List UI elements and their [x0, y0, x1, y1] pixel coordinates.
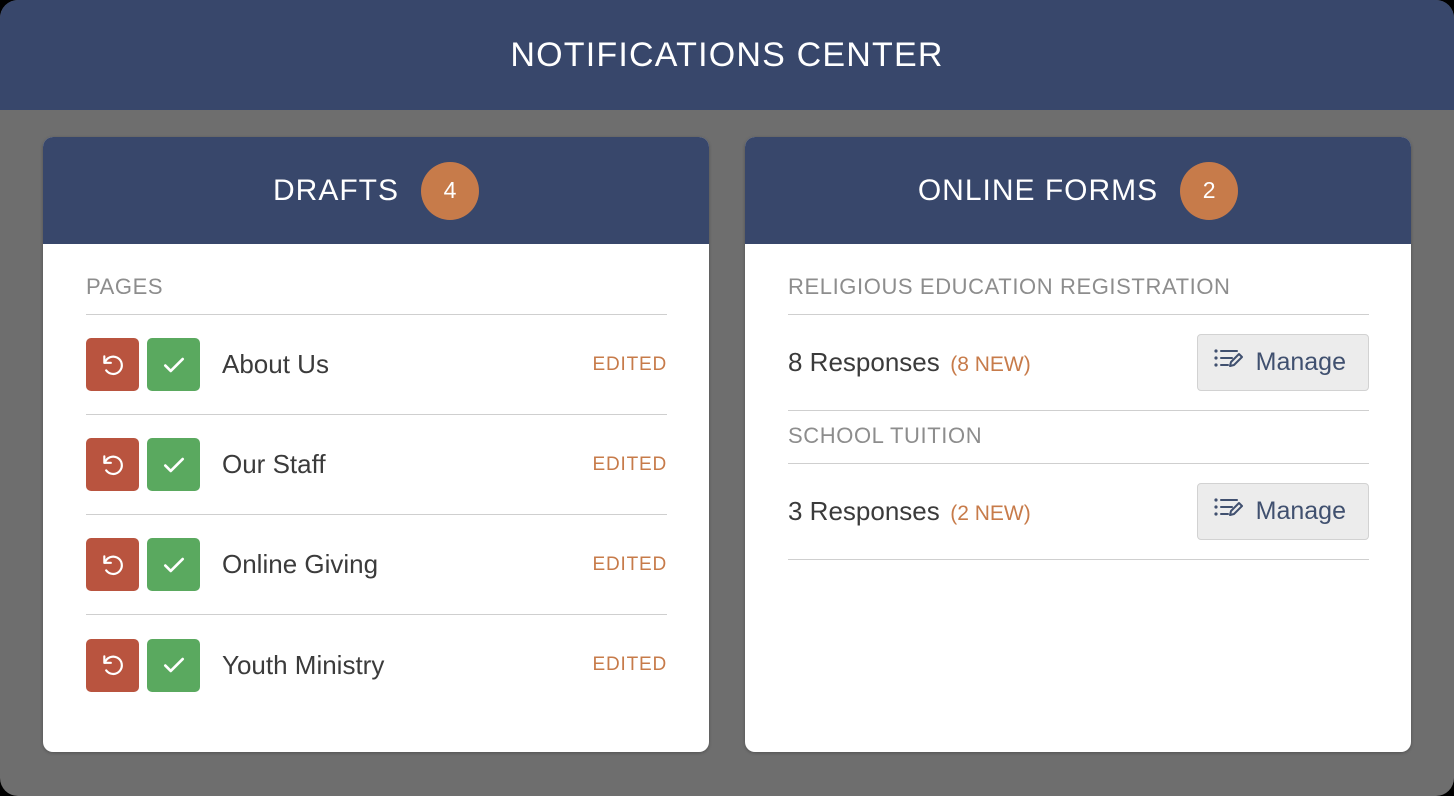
draft-page-name: About Us: [222, 349, 329, 379]
drafts-section-label: PAGES: [86, 274, 667, 315]
approve-button[interactable]: [147, 639, 200, 692]
check-icon: [161, 352, 187, 378]
revert-button[interactable]: [86, 639, 139, 692]
form-response-row: [788, 315, 1369, 411]
draft-page-name: Youth Ministry: [222, 649, 385, 680]
revert-icon: [100, 452, 126, 478]
drafts-title: DRAFTS: [273, 173, 399, 207]
page-title: NOTIFICATIONS CENTER: [510, 35, 944, 74]
forms-count-badge: 2: [1180, 162, 1238, 220]
status-badge: EDITED: [592, 654, 667, 675]
table-row: [86, 415, 667, 515]
form-response-row: [788, 464, 1369, 560]
forms-panel-body: [745, 244, 1411, 560]
draft-row-actions: [86, 438, 200, 491]
check-icon: [161, 552, 187, 578]
status-badge: EDITED: [592, 453, 667, 475]
revert-icon: [100, 652, 126, 678]
form-response-summary: [788, 347, 1031, 378]
new-response-count: (2 NEW): [950, 502, 1031, 525]
drafts-panel-body: [43, 244, 709, 715]
table-row: [86, 515, 667, 615]
new-response-count: (8 NEW): [950, 353, 1031, 376]
manage-button-label: Manage: [1255, 348, 1346, 376]
check-icon: [161, 452, 187, 478]
approve-button[interactable]: [147, 538, 200, 591]
online-forms-panel: [745, 137, 1411, 752]
draft-row-actions: [86, 639, 200, 692]
revert-button[interactable]: [86, 338, 139, 391]
form-edit-icon: [1214, 347, 1244, 378]
form-group-label: RELIGIOUS EDUCATION REGISTRATION: [788, 274, 1369, 315]
drafts-count-badge: 4: [421, 162, 479, 220]
check-icon: [161, 652, 187, 678]
forms-title: ONLINE FORMS: [917, 173, 1159, 207]
revert-button[interactable]: [86, 438, 139, 491]
manage-button[interactable]: [1197, 483, 1369, 540]
draft-page-name: Online Giving: [222, 549, 379, 579]
manage-button[interactable]: [1197, 334, 1369, 391]
form-edit-icon: [1214, 496, 1244, 527]
draft-row-actions: [86, 538, 200, 591]
list-item: [788, 274, 1369, 411]
drafts-panel-header: [43, 137, 709, 244]
draft-row-actions: [86, 338, 200, 391]
status-badge: EDITED: [592, 553, 667, 575]
list-item: [788, 423, 1369, 560]
drafts-panel: [43, 137, 709, 752]
approve-button[interactable]: [147, 338, 200, 391]
form-group-label: SCHOOL TUITION: [788, 423, 1369, 464]
draft-page-name: Our Staff: [222, 449, 326, 479]
manage-button-label: Manage: [1255, 497, 1346, 525]
response-count: 8 Responses: [788, 347, 940, 377]
revert-icon: [100, 352, 126, 378]
approve-button[interactable]: [147, 438, 200, 491]
panels-container: [0, 110, 1454, 752]
status-badge: EDITED: [592, 353, 667, 375]
revert-button[interactable]: [86, 538, 139, 591]
forms-panel-header: [745, 137, 1411, 244]
form-response-summary: [788, 496, 1031, 527]
response-count: 3 Responses: [788, 496, 940, 526]
table-row: [86, 315, 667, 415]
revert-icon: [100, 552, 126, 578]
table-row: [86, 615, 667, 715]
app-header: [0, 0, 1454, 110]
